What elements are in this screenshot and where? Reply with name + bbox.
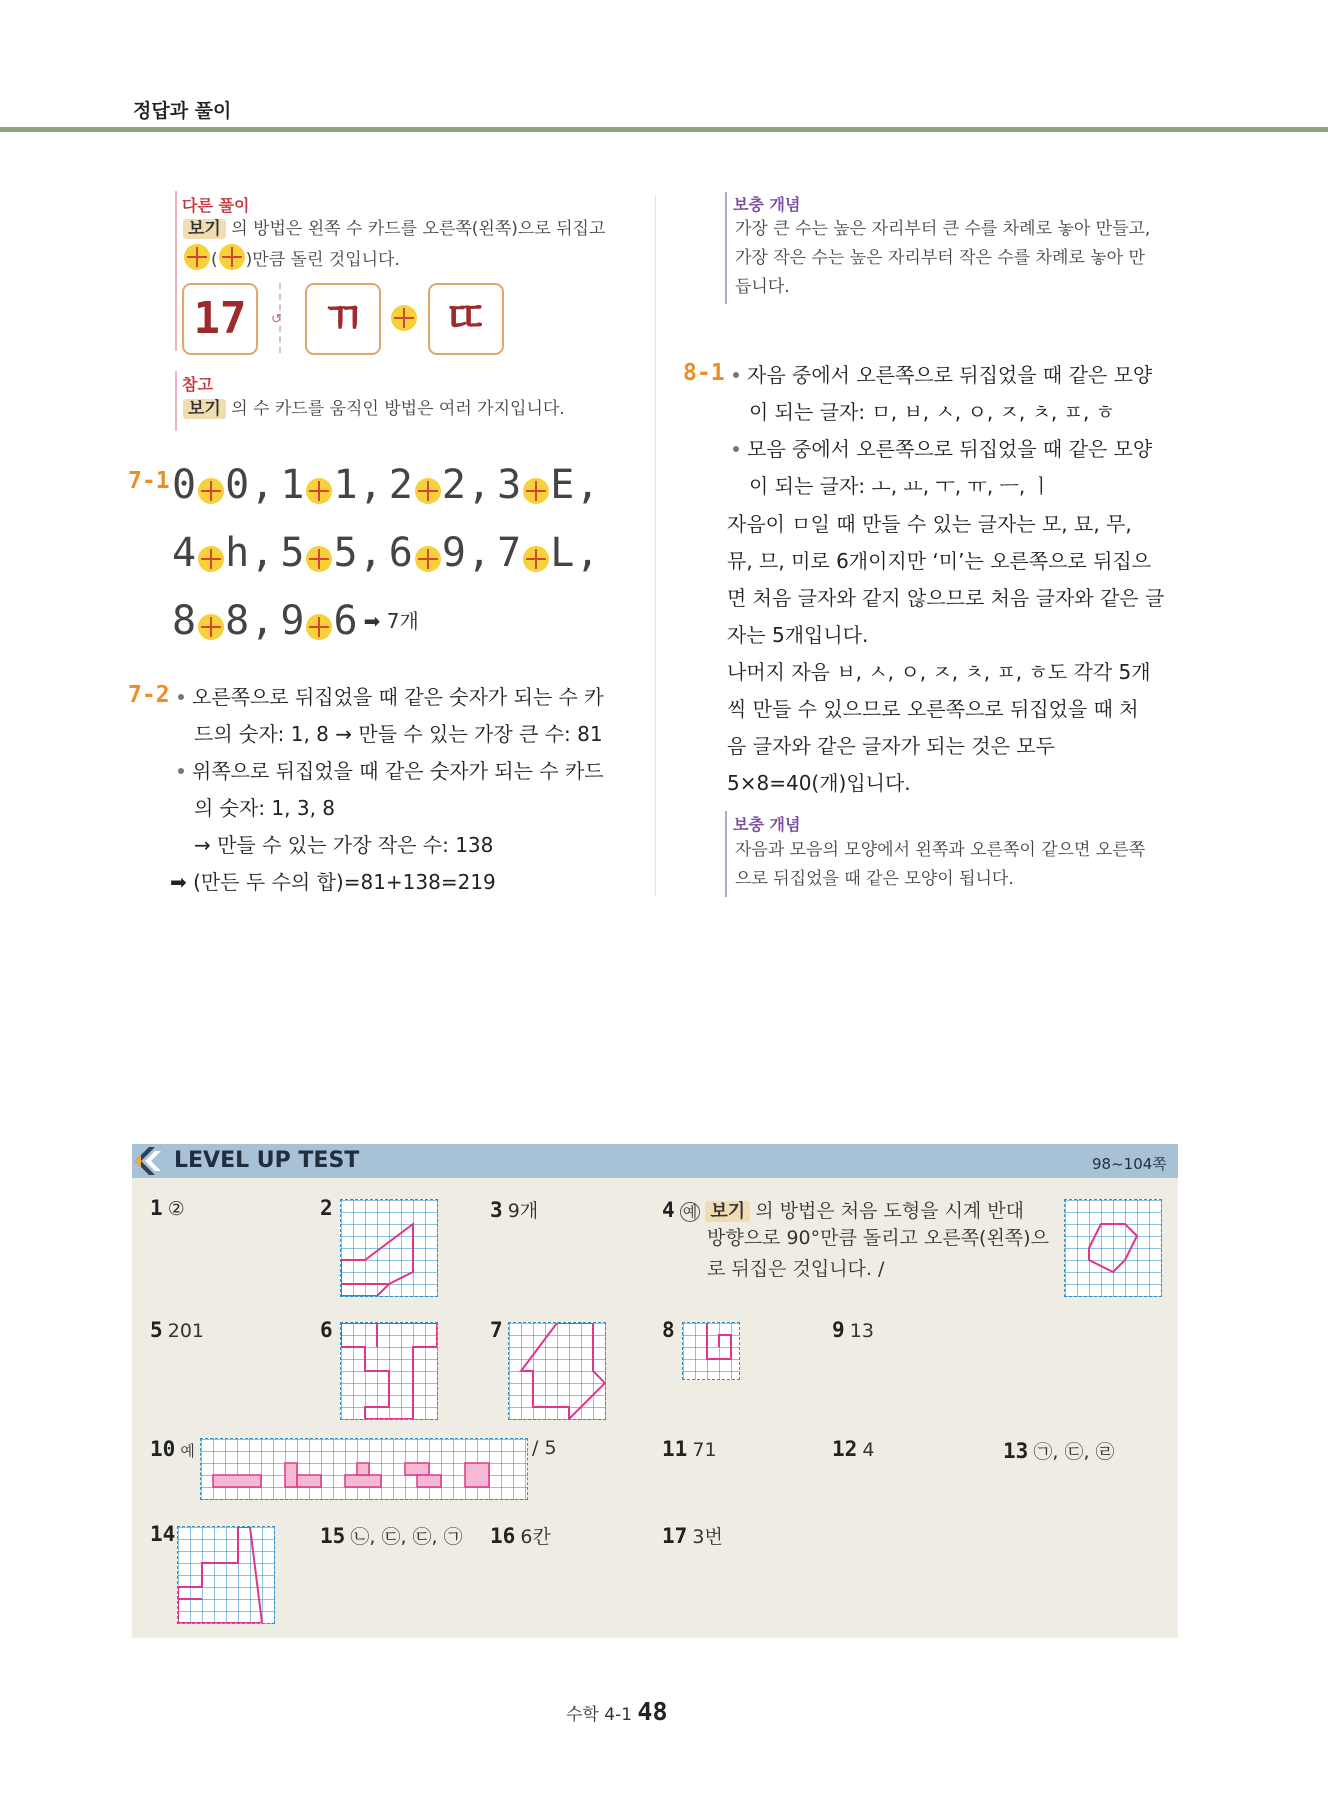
line: 드의 숫자: 1, 8 → 만들 수 있는 가장 큰 수: 81 xyxy=(194,722,603,746)
rotation-icon xyxy=(198,478,224,504)
line: 자음과 모음의 모양에서 왼쪽과 오른쪽이 같으면 오른쪽 xyxy=(735,840,1146,860)
sep: , xyxy=(250,462,276,508)
answer-number: 10 xyxy=(150,1437,176,1461)
level-up-pages: 98~104쪽 xyxy=(1092,1155,1167,1173)
problem-8-1-explanation xyxy=(727,506,1182,802)
answer-number: 13 xyxy=(1003,1439,1029,1463)
answer-text: 방향으로 90°만큼 돌리고 오른쪽(왼쪽)으 xyxy=(707,1227,1049,1249)
text: 위쪽으로 뒤집었을 때 같은 숫자가 되는 수 카드 xyxy=(192,759,604,783)
answer-number: 3 xyxy=(490,1198,503,1222)
digit: E xyxy=(550,462,576,508)
line: 씩 만들 수 있으므로 오른쪽으로 뒤집었을 때 처 xyxy=(727,697,1139,721)
answer-text: 3번 xyxy=(692,1526,723,1548)
answer-11 xyxy=(662,1437,717,1461)
rotation-icon xyxy=(523,546,549,572)
line: 으로 뒤집었을 때 같은 모양이 됩니다. xyxy=(735,869,1014,889)
column-divider xyxy=(655,195,656,895)
answer-number: 16 xyxy=(490,1524,516,1548)
digit: 9 xyxy=(280,598,306,644)
line: 뮤, 므, 미로 6개이지만 ‘미’는 오른쪽으로 뒤집으 xyxy=(727,549,1152,573)
digit: 8 xyxy=(225,598,251,644)
answer-number: 8 xyxy=(662,1318,675,1342)
answer-text: 로 뒤집은 것입니다. / xyxy=(707,1258,885,1280)
rotation-icon xyxy=(415,546,441,572)
line: 듭니다. xyxy=(735,277,790,297)
answer-number: 15 xyxy=(320,1524,346,1548)
sep: , xyxy=(358,462,384,508)
answer-text: 9개 xyxy=(507,1200,539,1222)
digit: 1 xyxy=(333,462,359,508)
sep: , xyxy=(358,530,384,576)
sep: , xyxy=(575,530,601,576)
digit: 6 xyxy=(333,598,359,644)
other-solution-text1: 의 방법은 왼쪽 수 카드를 오른쪽(왼쪽)으로 뒤집고 xyxy=(231,219,606,239)
answer-text: 71 xyxy=(692,1439,717,1461)
card-text: ㄲ xyxy=(321,293,365,344)
problem-number-7-1: 7-1 xyxy=(128,468,170,494)
piece xyxy=(297,1475,321,1487)
pentomino-row xyxy=(201,1439,527,1499)
answer-7-grid-figure xyxy=(508,1322,606,1420)
rotation-icon xyxy=(219,244,245,270)
supplement2-label: 보충 개념 xyxy=(733,815,801,834)
digit: 8 xyxy=(172,598,198,644)
card-text: ㄸ xyxy=(444,293,488,344)
problem-7-2-body xyxy=(170,679,648,901)
line: 면 처음 글자와 같지 않으므로 처음 글자와 같은 글 xyxy=(727,586,1165,610)
sep: , xyxy=(466,462,493,508)
answer-number: 11 xyxy=(662,1437,688,1461)
line xyxy=(733,357,1183,394)
line: 가장 작은 수는 높은 자리부터 작은 수를 차례로 놓아 만 xyxy=(735,248,1145,268)
note-text: 의 수 카드를 움직인 방법은 여러 가지입니다. xyxy=(231,399,565,419)
answer-text: 13 xyxy=(849,1320,874,1342)
digit: 7 xyxy=(497,530,523,576)
rotation-icon xyxy=(184,244,210,270)
level-up-logo-icon xyxy=(133,1145,165,1177)
page-footer xyxy=(566,1697,668,1726)
answer-number: 12 xyxy=(832,1437,858,1461)
digit: 4 xyxy=(172,530,198,576)
figure-shape xyxy=(1065,1200,1161,1296)
answer-number: 2 xyxy=(320,1196,333,1220)
answer-15 xyxy=(320,1522,463,1549)
answer-14 xyxy=(150,1522,175,1546)
digit: 1 xyxy=(280,462,306,508)
other-solution-label: 다른 풀이 xyxy=(182,196,250,215)
rotation-icon xyxy=(523,478,549,504)
answer-3 xyxy=(490,1196,538,1223)
digit: 5 xyxy=(333,530,359,576)
note-label: 참고 xyxy=(182,375,213,394)
bullet-icon xyxy=(733,446,739,452)
digit: 3 xyxy=(497,462,523,508)
answer-example-mark: 예 xyxy=(680,1202,701,1222)
answer-example-mark: 예 xyxy=(180,1442,195,1460)
answer-10-grid-figure xyxy=(200,1438,528,1500)
other-solution-line2 xyxy=(183,244,400,276)
piece xyxy=(285,1463,297,1487)
piece xyxy=(213,1475,261,1487)
digit: 2 xyxy=(388,462,414,508)
line xyxy=(733,431,1183,468)
piece xyxy=(465,1463,489,1487)
answer-number: 1 xyxy=(150,1196,163,1220)
supplement2-text xyxy=(735,836,1145,894)
supplement1-text xyxy=(735,215,1150,302)
line xyxy=(178,679,648,716)
answer-number: 7 xyxy=(490,1318,503,1342)
paren-open: ( xyxy=(211,250,218,270)
digit: 6 xyxy=(388,530,414,576)
answer-2-grid-figure xyxy=(340,1199,438,1297)
answer-text: ㉠, ㉢, ㉣ xyxy=(1033,1441,1115,1463)
answer-number: 17 xyxy=(662,1524,688,1548)
line: ➡ (만든 두 수의 합)=81+138=219 xyxy=(170,870,496,894)
page-header-title: 정답과 풀이 xyxy=(133,100,232,122)
answer-2 xyxy=(320,1196,333,1220)
other-solution-text2: 만큼 돌린 것입니다. xyxy=(252,250,400,270)
sep: , xyxy=(466,530,493,576)
answer-9 xyxy=(832,1318,874,1342)
figure-shape xyxy=(341,1323,437,1419)
problem-number-7-2: 7-2 xyxy=(128,682,170,708)
figure-shape xyxy=(178,1527,274,1623)
answer-text: ② xyxy=(167,1198,185,1220)
rotation-icon xyxy=(391,305,417,331)
answer-13 xyxy=(1003,1437,1115,1464)
line: 이 되는 글자: ㅁ, ㅂ, ㅅ, ㅇ, ㅈ, ㅊ, ㅍ, ㅎ xyxy=(749,400,1115,424)
bogi-tag: 보기 xyxy=(183,219,226,239)
rotation-icon xyxy=(198,614,224,640)
answer-14-grid-figure xyxy=(177,1526,275,1624)
answer-8-grid-figure xyxy=(682,1322,740,1380)
number-card xyxy=(182,283,258,355)
digit: 0 xyxy=(225,462,251,508)
book-title: 수학 4-1 xyxy=(566,1705,633,1725)
figure-shape xyxy=(341,1200,437,1296)
rotation-icon xyxy=(306,546,332,572)
line: 나머지 자음 ㅂ, ㅅ, ㅇ, ㅈ, ㅊ, ㅍ, ㅎ도 각각 5개 xyxy=(727,660,1151,684)
answer-text: 201 xyxy=(167,1320,205,1342)
text: 자음 중에서 오른쪽으로 뒤집었을 때 같은 모양 xyxy=(747,363,1153,387)
answer-4-grid-figure xyxy=(1064,1199,1162,1297)
page-number: 48 xyxy=(637,1697,668,1726)
line: 자는 5개입니다. xyxy=(727,623,869,647)
answer-16 xyxy=(490,1522,551,1549)
answer-6-grid-figure xyxy=(340,1322,438,1420)
piece xyxy=(405,1463,429,1475)
answer-text: ㉡, ㉢, ㉢, ㉠ xyxy=(350,1526,463,1548)
rotation-icon xyxy=(306,478,332,504)
piece xyxy=(345,1475,381,1487)
line: 자음이 ㅁ일 때 만들 수 있는 글자는 모, 묘, 무, xyxy=(727,512,1132,536)
piece xyxy=(417,1475,441,1487)
answer-number: 14 xyxy=(150,1522,176,1546)
answer-number: 6 xyxy=(320,1318,333,1342)
number-card xyxy=(305,283,381,355)
rotation-icon xyxy=(306,614,332,640)
paren-close: ) xyxy=(245,250,253,270)
answer-10-suffix: / 5 xyxy=(532,1437,557,1459)
digit: 2 xyxy=(441,462,467,508)
bogi-tag: 보기 xyxy=(183,399,226,419)
answer-4 xyxy=(662,1196,1052,1285)
problem-number-8-1: 8-1 xyxy=(683,360,725,386)
header-divider xyxy=(0,127,1328,132)
problem-8-1-bullets xyxy=(733,357,1183,505)
answer-number: 4 xyxy=(662,1198,675,1222)
answer-text: 4 xyxy=(862,1439,875,1461)
answer-number: 5 xyxy=(150,1318,163,1342)
rotation-icon xyxy=(415,478,441,504)
answer-12 xyxy=(832,1437,874,1461)
sep: , xyxy=(575,462,601,508)
answer-text: 의 방법은 처음 도형을 시계 반대 xyxy=(755,1200,1025,1222)
digit: L xyxy=(550,530,576,576)
text: 오른쪽으로 뒤집었을 때 같은 숫자가 되는 수 카 xyxy=(192,685,604,709)
other-solution-line1 xyxy=(183,215,605,244)
digit: 0 xyxy=(172,462,198,508)
answer-number: 9 xyxy=(832,1318,845,1342)
line: 음 글자와 같은 글자가 되는 것은 모두 xyxy=(727,734,1055,758)
number-card xyxy=(428,283,504,355)
card-text: 17 xyxy=(193,293,247,344)
supplement1-label: 보충 개념 xyxy=(733,195,801,214)
rotation-symbol xyxy=(390,305,418,337)
answer-8 xyxy=(662,1318,675,1342)
digit: 5 xyxy=(280,530,306,576)
answer-1 xyxy=(150,1196,185,1220)
line: 이 되는 글자: ㅗ, ㅛ, ㅜ, ㅠ, ㅡ, ㅣ xyxy=(749,474,1051,498)
answer-7 xyxy=(490,1318,503,1342)
flip-arrow-icon: ↺ xyxy=(271,312,282,327)
digit-row-3 xyxy=(172,598,419,646)
answer-5 xyxy=(150,1318,204,1342)
answer-10 xyxy=(150,1437,195,1461)
bullet-icon xyxy=(178,694,184,700)
line: 의 숫자: 1, 3, 8 xyxy=(194,796,336,820)
line xyxy=(178,753,648,790)
digit-row-1 xyxy=(172,462,600,510)
digit: h xyxy=(225,530,251,576)
result-7-1: ➡ 7개 xyxy=(363,609,419,633)
line: 가장 큰 수는 높은 자리부터 큰 수를 차례로 놓아 만들고, xyxy=(735,219,1151,239)
sep: , xyxy=(250,598,276,644)
figure-shape xyxy=(509,1323,605,1419)
figure-shape xyxy=(683,1323,739,1379)
line: 5×8=40(개)입니다. xyxy=(727,771,911,795)
answer-17 xyxy=(662,1522,723,1549)
answer-6 xyxy=(320,1318,333,1342)
text: 모음 중에서 오른쪽으로 뒤집었을 때 같은 모양 xyxy=(747,437,1153,461)
arrow-icon xyxy=(133,1145,165,1177)
piece xyxy=(357,1463,369,1475)
sep: , xyxy=(250,530,276,576)
level-up-title: LEVEL UP TEST xyxy=(174,1148,360,1173)
answer-text: 6칸 xyxy=(520,1526,551,1548)
bogi-tag: 보기 xyxy=(705,1201,750,1222)
digit: 9 xyxy=(441,530,467,576)
bullet-icon xyxy=(178,768,184,774)
rotation-icon xyxy=(198,546,224,572)
note-line xyxy=(183,395,565,424)
bullet-icon xyxy=(733,372,739,378)
digit-row-2 xyxy=(172,530,600,578)
line: → 만들 수 있는 가장 작은 수: 138 xyxy=(194,833,494,857)
